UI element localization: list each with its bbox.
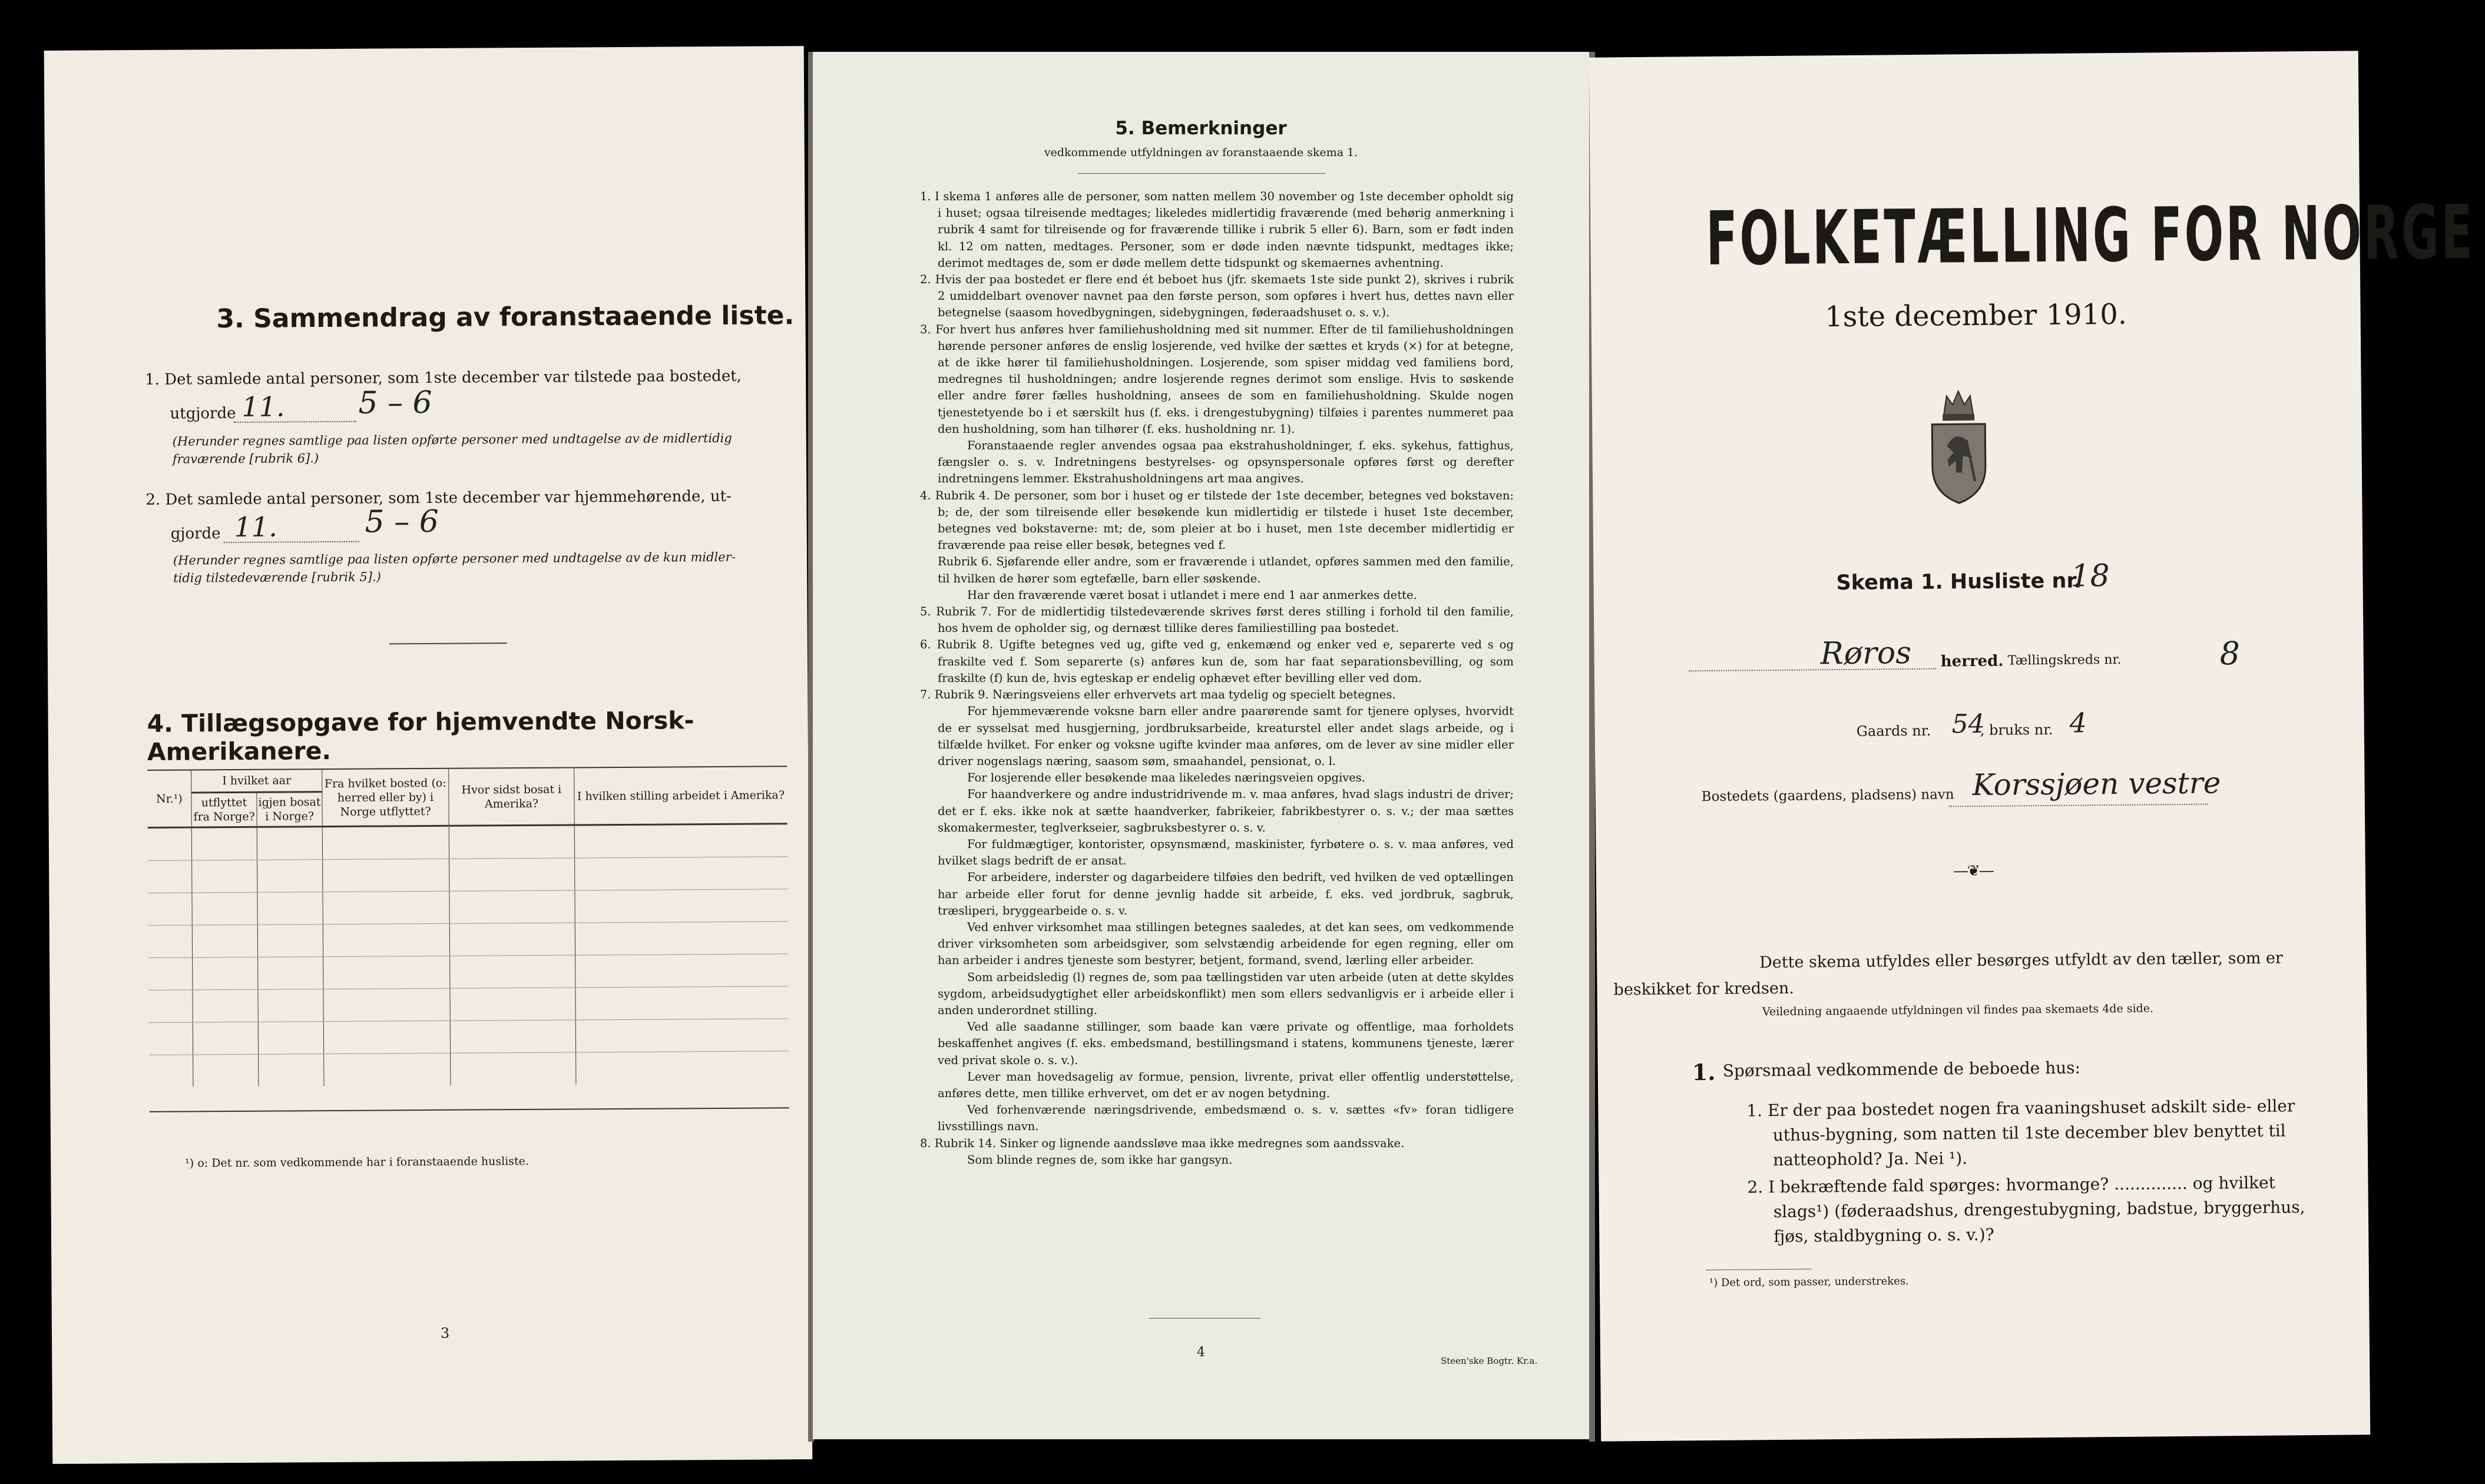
- footnote-rule: [1706, 1269, 1812, 1271]
- item1-line1: 1. Det samlede antal personer, som 1ste december var tilstede paa bostedet,: [145, 367, 742, 389]
- section-4-heading: 4. Tillægsopgave for hjemvendte Norsk-Amerikanere.: [147, 706, 694, 766]
- q1-heading: Spørsmaal vedkommende de beboede hus:: [1722, 1058, 2081, 1081]
- item1-label: utgjorde: [170, 404, 236, 423]
- item1-dotted-line: [234, 421, 356, 423]
- form-date: 1ste december 1910.: [1824, 297, 2127, 334]
- form-title: FOLKETÆLLING FOR NORGE: [1705, 188, 2476, 283]
- rule-7-h: Ved alle saadanne stillinger, som baade kan være private og offentlige, maa forholdets beskaffenhet angives (f. eks. embedsmand, bestillingsmand i statens, kommunens tjeneste, lærer ved privat skole o. s. v.).: [938, 1020, 1514, 1067]
- q1-item1: 1. Er der paa bostedet nogen fra vaaningshuset adskilt side- eller uthus-bygning, som natten til 1ste december blev benyttet til natteophold? Ja. Nei ¹).: [1746, 1096, 2295, 1170]
- norsk-amerikanere-table: [147, 766, 789, 1087]
- footnote: ¹) Det ord, som passer, understrekes.: [1709, 1275, 1909, 1290]
- rule-7-i: Lever man hovedsagelig av formue, pension, livrente, privat eller offentlig understøttelse, anføres dette, men tillike erhvervet, om det er av nogen betydning.: [938, 1069, 1514, 1100]
- col-hvor-sidst: Hvor sidst bosat i Amerika?: [449, 767, 575, 826]
- rule-7-a: For hjemmeværende voksne barn eller andre paarørende samt for tjenere oplyses, hvorvidt de er sysselsat med husgjerning, jordbruksarbeide, kreaturstel eller andet slags arbeide, og i tilfælde hvilket. For enker og voksne ugifte kvinder maa anføres, om de lever av sine midler eller driver nogenslags næring, saasom søm, smaahandel, pensionat, o. l.: [938, 704, 1514, 768]
- bosted-dotted-line: [1949, 804, 2208, 807]
- gaards-label: Gaards nr.: [1856, 722, 1931, 740]
- table-row: [149, 1019, 789, 1055]
- bosted-label: Bostedets (gaardens, pladsens) navn: [1701, 787, 1954, 805]
- rule-7-b: For losjerende eller besøkende maa likeledes næringsveien opgives.: [967, 771, 1365, 785]
- norway-coat-of-arms-icon: [1926, 378, 1992, 508]
- rule-3: 3. For hvert hus anføres hver familiehusholdning med sit nummer. Efter de til familiehusholdningen hørende personer anføres de enslig losjerende, ved hvilke der sættes et kryds (×) for at betegne, at de ikke hører til familiehusholdningen. Losjerende, som spiser middag ved familiens bord, medregnes til husholdningen; andre losjerende regnes derimot som enslige. Hvis to søskende eller andre fører fælles husholdning, ansees de som en familiehusholdning. Skulde nogen tjenestetyende bo i et særskilt hus (f. eks. i drengestubygning) tilføies i parentes nummeret paa den husholdning, som han tilhører (f. eks. husholdning nr. 1).: [920, 322, 1514, 436]
- rule-6: 6. Rubrik 8. Ugifte betegnes ved ug, gifte ved g, enkemænd og enker ved e, separerte ved s og fraskilte ved f. Som separerte (s) anføres kun de, som har faat separationsbevilling, og som fraskilte (f) kun de, hvis egteskap er endelig ophævet efter bevilling eller ved dom.: [920, 638, 1514, 685]
- item2-handwritten-split: 5 – 6: [365, 504, 439, 540]
- bemerkninger-heading: 5. Bemerkninger: [1115, 118, 1287, 139]
- table-row: [148, 986, 788, 1023]
- rule-3-extra: Foranstaaende regler anvendes ogsaa paa ekstrahusholdninger, f. eks. sykehus, fattighus, fængsler o. s. v. Indretningens bestyrelses- og opsynspersonale opføres først og derefter indretningens lemmer. Ekstrahusholdningens art maa angives.: [938, 439, 1514, 486]
- intro-line2: beskikket for kredsen.: [1613, 979, 1795, 999]
- intro-text: [1613, 945, 2305, 1002]
- kreds-label: Tællingskreds nr.: [2007, 652, 2122, 668]
- cover-panel: [1589, 51, 2476, 1441]
- section-3-heading: 3. Sammendrag av foranstaaende liste.: [216, 300, 795, 334]
- bruks-value: 4: [2069, 707, 2087, 739]
- ornament: —❦—: [1953, 862, 1993, 880]
- q1-number: 1.: [1692, 1058, 1716, 1086]
- page-number: 4: [1197, 1345, 1205, 1360]
- kreds-value: 8: [2219, 635, 2241, 673]
- rule-4-bosat: Har den fraværende været bosat i utlandet i mere end 1 aar anmerkes dette.: [967, 588, 1417, 602]
- rule-7: 7. Rubrik 9. Næringsveiens eller erhvervets art maa tydelig og specielt betegnes.: [920, 688, 1396, 702]
- rule-7-j: Ved forhenværende næringsdrivende, embedsmænd o. s. v. sættes «fv» foran tidligere livsstillings navn.: [938, 1103, 1514, 1134]
- table-row: [148, 954, 788, 991]
- table-row: [148, 824, 787, 861]
- rule-7-d: For fuldmægtiger, kontorister, opsynsmænd, maskinister, fyrbøtere o. s. v. maa anføres, ved hvilket slags bedrift de er ansat.: [938, 837, 1514, 868]
- col-utflyttet: utflyttet fra Norge?: [191, 792, 257, 827]
- page-4-panel: [813, 52, 1589, 1439]
- item2-note-line2: tidig tilstedeværende [rubrik 5].): [173, 569, 381, 585]
- item2-dotted-line: [224, 541, 359, 543]
- item1-note-line2: fraværende [rubrik 6].): [172, 451, 319, 466]
- rule-7-g: Som arbeidsledig (l) regnes de, som paa tællingstiden var uten arbeide (uten at dette skyldes sygdom, arbeidsudygtighet eller arbeidskonflikt) men som ellers sedvanligvis er i arbeide eller i anden underordnet stilling.: [938, 970, 1514, 1017]
- bemerkninger-subheading: vedkommende utfyldningen av foranstaaende skema 1.: [1044, 146, 1358, 159]
- rule-7-c: For haandverkere og andre industridrivende m. v. maa anføres, hvad slags industri de driver; det er f. eks. ikke nok at sætte haandverker, fabrikeier, fabrikbestyrer o. s. v.; der maa sættes skomakermester, teglverkseier, sagbruksbestyrer o. s. v.: [938, 787, 1514, 834]
- intro-line1: Dette skema utfyldes eller besørges utfyldt av den tæller, som er: [1759, 949, 2283, 972]
- table-row: [148, 857, 787, 893]
- herred-value: Røros: [1820, 635, 1912, 672]
- bottom-rule: [1149, 1318, 1260, 1319]
- rule-7-e: For arbeidere, inderster og dagarbeidere tilføies den bedrift, ved hvilken de ved optællingen har arbeide eller forut for denne jevnlig hadde sit arbeide, f. eks. ved jordbruk, sagbruk, træsliperi, bryggearbeide o. s. v.: [938, 870, 1514, 917]
- col-nr: Nr.¹): [147, 770, 191, 827]
- rule-8-a: Som blinde regnes de, som ikke har gangsyn.: [967, 1152, 1233, 1167]
- item1-note-line1: (Herunder regnes samtlige paa listen opførte personer med undtagelse av de midlertidig: [172, 430, 732, 449]
- table-footnote: ¹) o: Det nr. som vedkommende har i foranstaaende husliste.: [185, 1154, 529, 1170]
- col-fra-bosted: Fra hvilket bosted (o: herred eller by) i Norge utflyttet?: [322, 768, 449, 827]
- col-igjen: igjen bosat i Norge?: [257, 792, 322, 827]
- rule-8: 8. Rubrik 14. Sinker og lignende aandssløve maa ikke medregnes som aandssvake.: [920, 1136, 1405, 1150]
- item2-note-line1: (Herunder regnes samtlige paa listen opførte personer med undtagelse av de kun midler-: [173, 549, 736, 568]
- item1-handwritten-split: 5 – 6: [358, 385, 432, 421]
- printer-mark: Steen'ske Bogtr. Kr.a.: [1441, 1356, 1538, 1366]
- rule-4-rubrik-6: Rubrik 6. Sjøfarende eller andre, som er fraværende i utlandet, opføres sammen med den familie, til hvilken de hører som egtefælle, barn eller søskende.: [938, 555, 1514, 585]
- rule-7-f: Ved enhver virksomhet maa stillingen betegnes saaledes, at det kan sees, om vedkommende driver virksomheten som arbeidsgiver, som selvstændig arbeidende for egen regning, eller om han arbeider i andres tjeneste som bestyrer, betjent, formand, svend, lærling eller arbeider.: [938, 920, 1514, 968]
- skema-label: Skema 1. Husliste nr.: [1836, 569, 2082, 595]
- bosted-value: Korssjøen vestre: [1972, 766, 2221, 803]
- page-number: 3: [440, 1324, 450, 1341]
- item1-handwritten-total: 11.: [241, 390, 285, 423]
- intro-note: Veiledning angaaende utfyldningen vil findes paa skemaets 4de side.: [1762, 1002, 2154, 1019]
- item2-line1: 2. Det samlede antal personer, som 1ste december var hjemmehørende, ut-: [145, 487, 732, 509]
- col-stilling: I hvilken stilling arbeidet i Amerika?: [574, 766, 787, 825]
- q1-item2: 2. I bekræftende fald spørges: hvormange? .............. og hvilket slags¹) (føderaadshus, drengestubygning, badstue, bryggerhus, fjøs, staldbygning o. s. v.)?: [1747, 1172, 2305, 1247]
- bruks-label: , bruks nr.: [1980, 721, 2053, 738]
- husliste-number: 18: [2070, 558, 2110, 594]
- table-bottom-rule: [150, 1107, 789, 1112]
- bemerkninger-body: [920, 188, 1514, 1168]
- rule-5: 5. Rubrik 7. For de midlertidig tilstedeværende skrives først deres stilling i forhold til den familie, hos hvem de opholder sig, og dernæst tillike deres familiestilling paa bostedet.: [920, 605, 1514, 635]
- table-row: [148, 922, 788, 958]
- table-row: [148, 889, 787, 926]
- table-row: [149, 1051, 789, 1087]
- col-group-year: I hvilket aar: [191, 769, 322, 793]
- rule-2: 2. Hvis der paa bostedet er flere end ét beboet hus (jfr. skemaets 1ste side punkt 2), skrives i rubrik 2 umiddelbart ovenover navnet paa den første person, som opføres i hvert hus, dettes navn eller betegnelse (saasom hovedbygningen, sidebygningen, føderaadshuset o. s. v.).: [920, 273, 1514, 320]
- section-divider: [389, 642, 507, 644]
- rule-4: 4. Rubrik 4. De personer, som bor i huset og er tilstede der 1ste december, betegnes ved bokstaven: b; de, der som tilreisende eller besøkende kun midlertidig er tilstede i huset 1ste december, betegnes ved bokstaverne: mt; de, som pleier at bo i huset, men 1ste december midlertidig er fraværende paa reise eller besøk, betegnes ved f.: [920, 488, 1514, 552]
- page-3-panel: [44, 46, 813, 1464]
- heading-rule: [1078, 173, 1325, 174]
- item2-handwritten-total: 11.: [234, 511, 277, 544]
- gaards-value: 54: [1951, 708, 1985, 740]
- rule-1: 1. I skema 1 anføres alle de personer, som natten mellem 30 november og 1ste december opholdt sig i huset; ogsaa tilreisende medtages; likeledes midlertidig fraværende (med behørig anmerkning i rubrik 4 samt for tilreisende og for fraværende tillike i rubrik 5 eller 6). Barn, som er født inden kl. 12 om natten, medtages. Personer, som er døde inden nævnte tidspunkt, medtages ikke; derimot medtages de, som er døde mellem dette tidspunkt og skemaernes avhentning.: [920, 190, 1514, 270]
- item2-label: gjorde: [170, 525, 221, 543]
- herred-label: herred.: [1940, 652, 2004, 671]
